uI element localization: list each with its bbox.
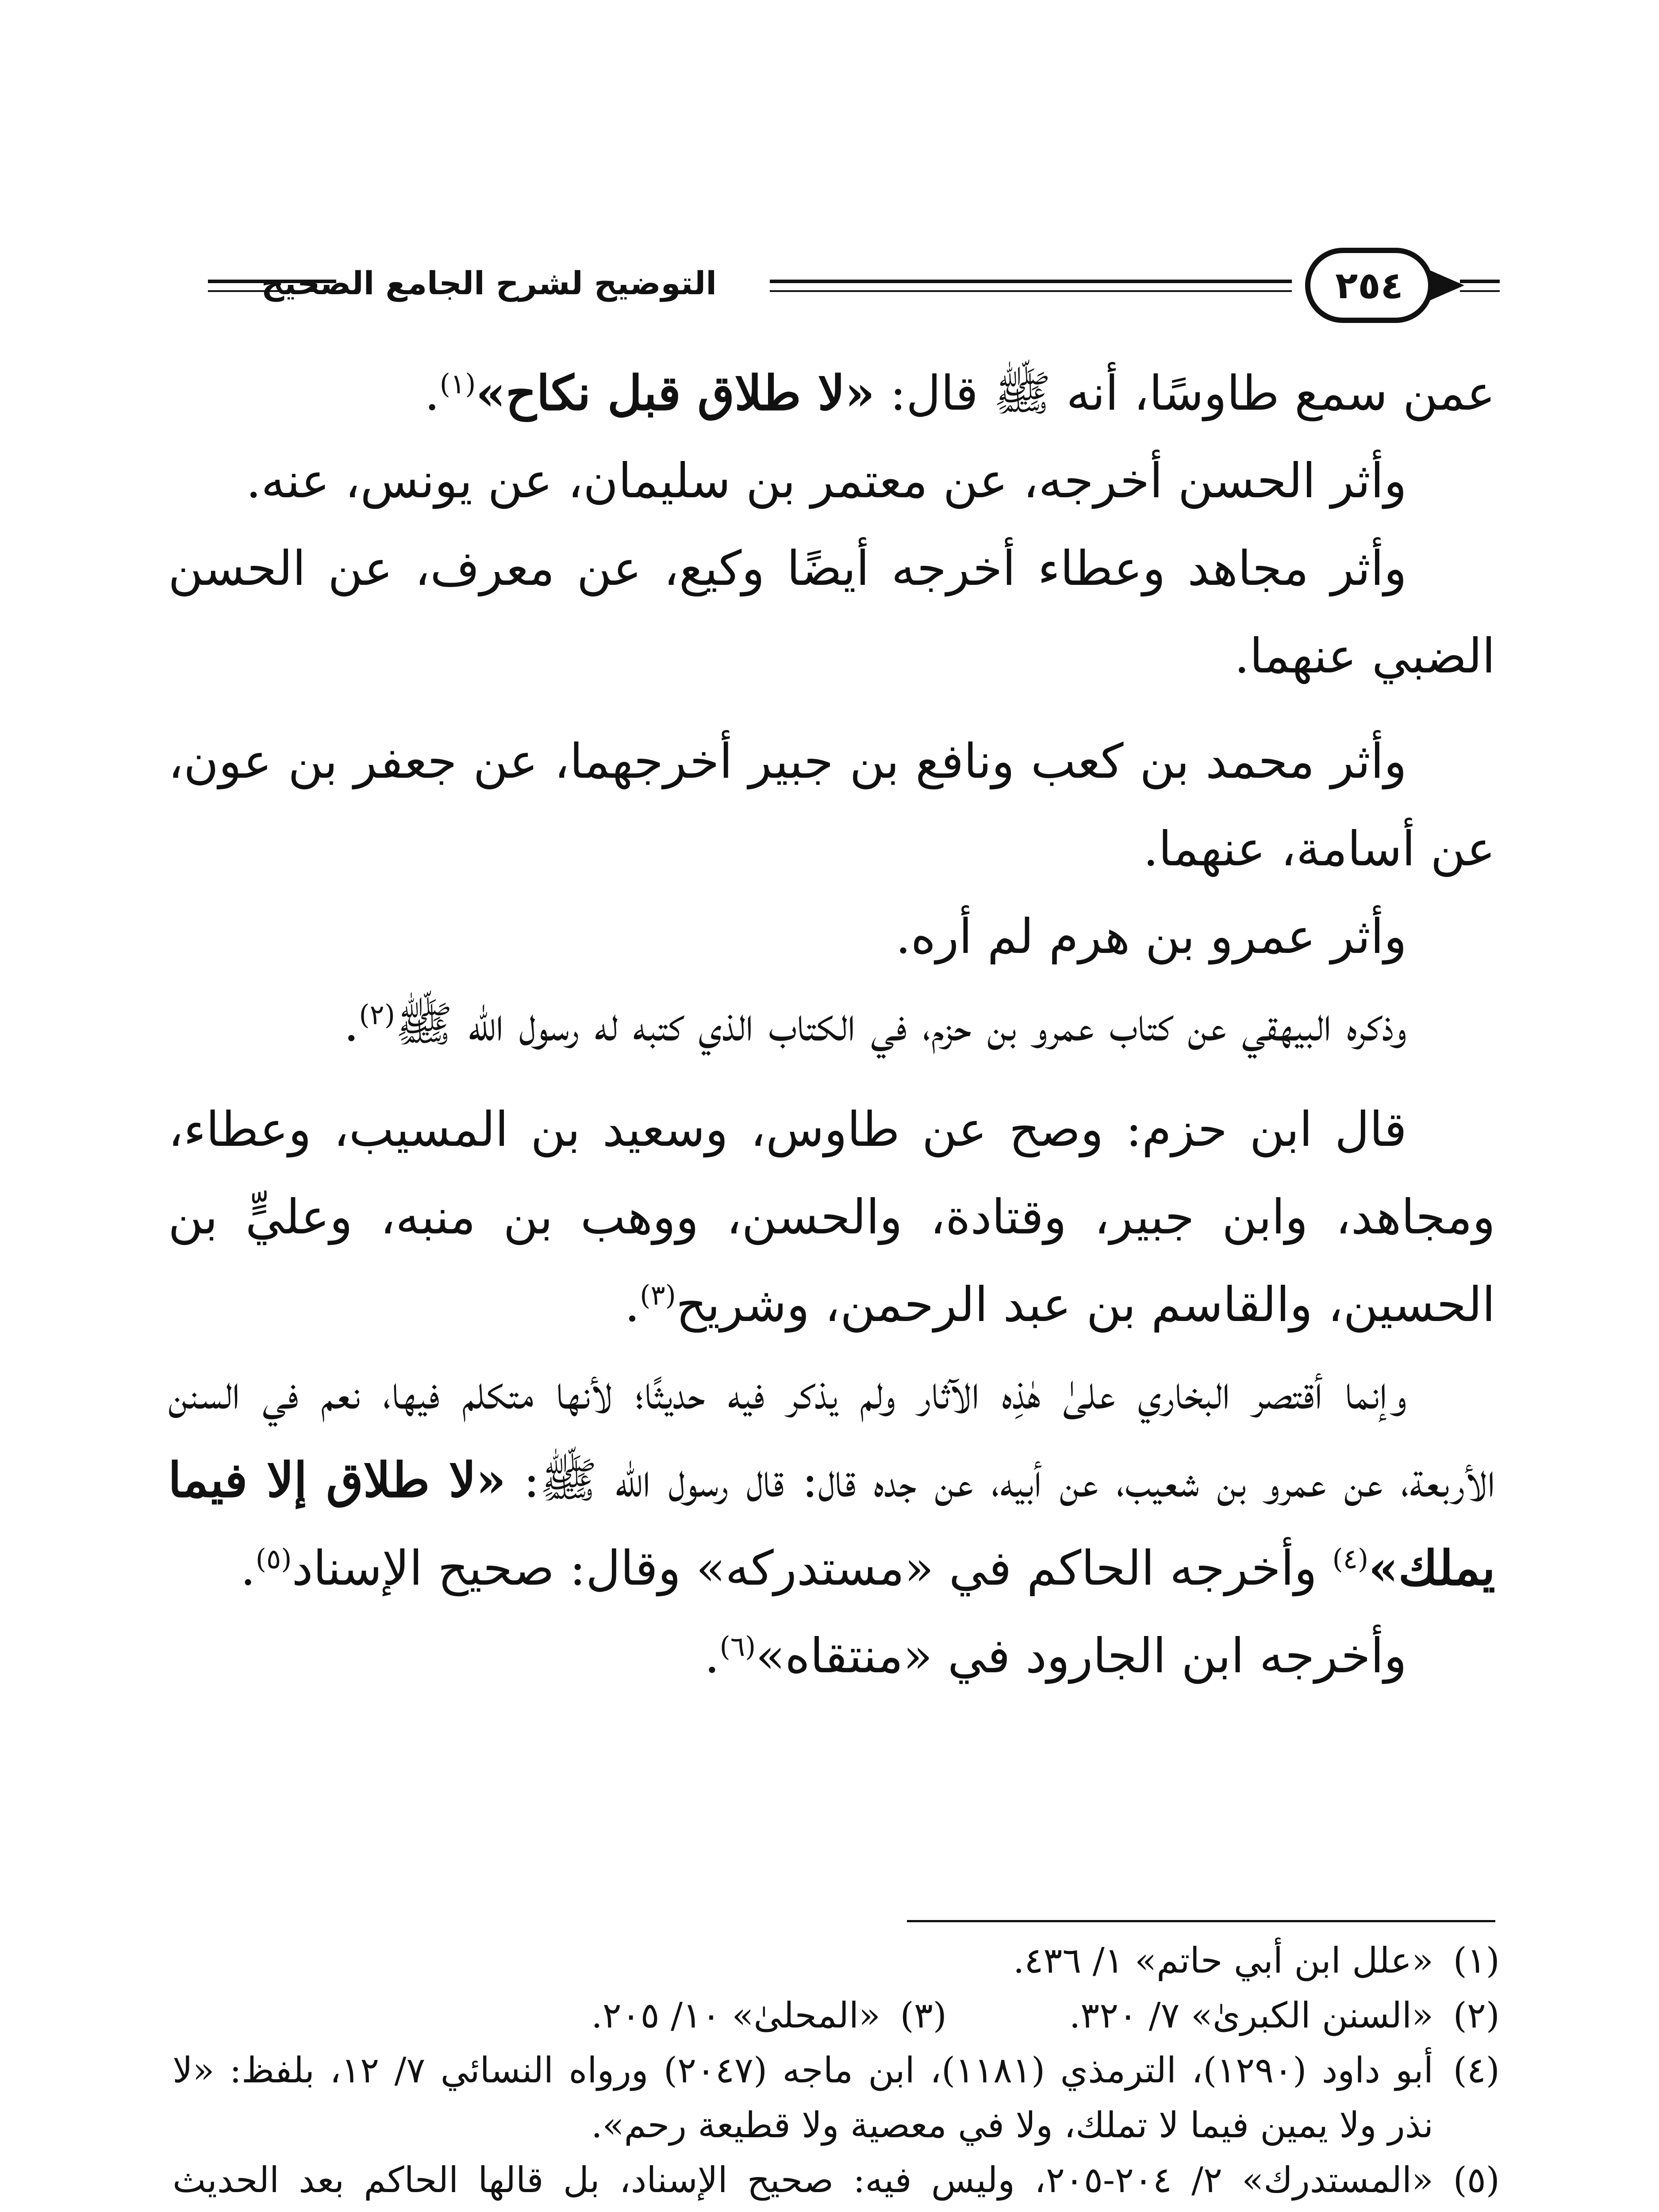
page-number: ٢٥٤ (1335, 264, 1403, 307)
footnote-text: أبو داود (١٢٩٠)، الترمذي (١١٨١)، ابن ماجه (٢٠٤٧) ورواه النسائي ٧/ ١٢، بلفظ: «لا نذر ولا يمين فيما لا تملك، ولا في معصية ولا قطيعة رحم». (173, 2050, 1434, 2146)
footnote-ref-5: (٥) (255, 1543, 292, 1575)
paragraph-1-end: . (424, 366, 440, 421)
running-title: التوضيح لشرح الجامع الصحيح (261, 265, 717, 302)
footnote-number: (٢) (1453, 1995, 1500, 2036)
footnote-ref-1: (١) (439, 368, 476, 400)
paragraph-3: وأثر مجاهد وعطاء أخرجه أيضًا وكيع، عن معرف، عن الحسن الضبي عنهما. (168, 541, 1495, 684)
footnote-text: «المحلىٰ» ١٠/ ٢٠٥. (591, 1995, 880, 2036)
footnote-5 (173, 2153, 1500, 2212)
footnote-separator (907, 1920, 1495, 1922)
paragraph-6 (168, 981, 1495, 1068)
hadith-quote-1: «لا طلاق قبل نكاح» (476, 365, 875, 421)
footnote-ref-6: (٦) (719, 1630, 756, 1663)
paragraph-1 (168, 349, 1495, 438)
footnote-text: «السنن الكبرىٰ» ٧/ ٣٢٠. (1069, 1995, 1433, 2036)
header-rule-right (1460, 280, 1500, 283)
paragraph-7-end: . (624, 1277, 640, 1333)
footnote-number: (٣) (900, 1995, 947, 2036)
paragraph-9-end: . (704, 1628, 720, 1684)
footnote-row-2-3 (173, 1988, 1500, 2043)
footnote-ref-2: (٢) (359, 998, 396, 1031)
paragraph-6-end: . (344, 997, 359, 1052)
paragraph-8 (168, 1349, 1495, 1613)
header-rule-middle (770, 280, 1292, 283)
footnote-3 (394, 1988, 947, 2043)
footnote-number: (٤) (1453, 2050, 1500, 2091)
page-number-badge (1305, 248, 1433, 323)
paragraph-2: وأثر الحسن أخرجه، عن معتمر بن سليمان، عن يونس، عنه. (246, 453, 1407, 509)
footnote-number: (٥) (1453, 2159, 1500, 2200)
footnote-2 (947, 1988, 1500, 2043)
paragraph-9-text: وأخرجه ابن الجارود في «منتقاه» (756, 1628, 1407, 1684)
header-rule-left (208, 280, 336, 283)
paragraph-7-text: قال ابن حزم: وصح عن طاوس، وسعيد بن المسيب، وعطاء، ومجاهد، وابن جبير، وقتادة، والحسن، ووهب بن منبه، وعليٍّ بن الحسين، والقاسم بن عبد الرحمن، وشريح (168, 1102, 1495, 1333)
paragraph-5: وأثر عمرو بن هرم لم أره. (895, 909, 1407, 964)
footnote-number: (١) (1453, 1940, 1500, 1981)
footnote-ref-3: (٣) (640, 1279, 676, 1311)
hadith-quote-2: «لا طلاق إلا فيما يملك» (168, 1452, 1495, 1596)
paragraph-8-cont: وأخرجه الحاكم في «مستدركه» وقال: صحيح الإسناد (292, 1541, 1333, 1596)
footnote-ref-4: (٤) (1332, 1543, 1369, 1575)
paragraph-8-text: وإنما أقتصر البخاري علىٰ هٰذِه الآثار ولم يذكر فيه حديثًا؛ لأنها متكلم فيها، نعم في السنن الأربعة، عن عمرو بن شعيب، عن أبيه، عن جده قال: قال رسول الله ﷺ: (168, 1365, 1495, 1508)
header-rule-right-2 (1460, 290, 1500, 292)
footnote-text: «علل ابن أبي حاتم» ١/ ٤٣٦. (1013, 1940, 1433, 1981)
paragraph-9 (168, 1613, 1495, 1700)
paragraph-4: وأثر محمد بن كعب ونافع بن جبير أخرجهما، عن جعفر بن عون، عن أسامة، عنهما. (168, 734, 1495, 877)
paragraph-6-text: وذكره البيهقي عن كتاب عمرو بن حزم، في الكتاب الذي كتبه له رسول الله ﷺ (395, 997, 1407, 1052)
footnote-text: «المستدرك» ٢/ ٢٠٤-٢٠٥، وليس فيه: صحيح الإسناد، بل قالها الحاكم بعد الحديث (173, 2159, 1434, 2200)
paragraph-7 (168, 1086, 1495, 1349)
footnote-4 (173, 2043, 1500, 2153)
page-badge-tip (1429, 270, 1464, 301)
footnotes (173, 1933, 1500, 2212)
main-text (168, 349, 1495, 1700)
header-rule-left-2 (208, 290, 336, 292)
footnote-1 (173, 1933, 1500, 1988)
paragraph-8-end: . (240, 1541, 256, 1596)
page-header (208, 248, 1500, 327)
paragraph-1-text: عمن سمع طاوسًا، أنه ﷺ قال: (875, 366, 1495, 421)
header-rule-middle-2 (770, 290, 1292, 292)
